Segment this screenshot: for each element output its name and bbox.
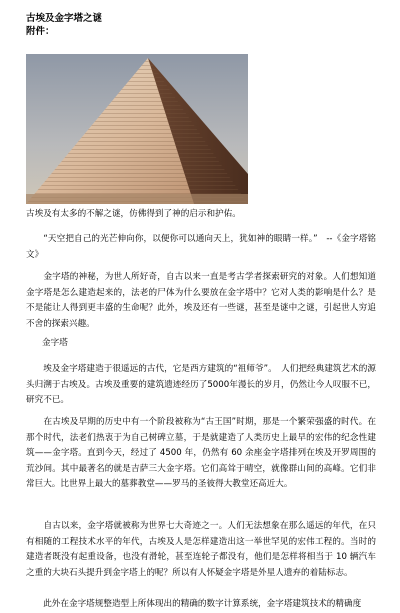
attachment-label: 附件： — [26, 26, 55, 37]
document-title: 古埃及金字塔之谜 — [26, 13, 103, 24]
body-paragraph-4: 此外在金字塔规整造型上所体现出的精确的数字计算系统，金字塔建筑技术的精确度 — [26, 599, 362, 609]
body-paragraph-3: 自古以来，金字塔就被称为世界七大奇迹之一。人们无法想象在那么遥远的年代，在只有相随的工程技术水平的年代，古埃及人是怎样建造出这一举世罕见的宏伟工程的。当时的建造者既没有起重设备，也没有滑轮，甚至连轮子都没有，他们是怎样将相当于 10 辆汽车之重的大块石头提升到金字塔上的呢？所以有人怀疑金字塔是外星人遗弃的着陆标志。 — [26, 521, 376, 578]
section-heading: 金字塔 — [42, 338, 68, 348]
body-paragraph-2: 在古埃及早期的历史中有一个阶段被称为“古王国”时期，那是一个繁荣强盛的时代。在那个时代，法老们热衷于为自己树碑立墓，于是就建造了人类历史上最早的宏伟的纪念性建筑——金字塔。直到今天，经过了 4500 年，仍然有 60 余座金字塔排列在埃及开罗周围的荒沙间。其中最著名的就是吉萨三大金字塔。它们高耸于晴空，就像群山间的高峰。它们非常巨大。比世界上最大的墓葬教堂——罗马的圣彼得大教堂还高近大。 — [26, 417, 376, 489]
pyramid-photo — [26, 54, 248, 204]
intro-paragraph: 金字塔的神秘，为世人所好奇，自古以来一直是考古学者探索研究的对象。人们想知道金字塔是怎么建造起来的，法老的尸体为什么要放在金字塔中？它对人类的影响是什么？是不是能让人得到更丰盛的生命呢？此外，埃及还有一些谜，甚至是谜中之谜，引起世人穷追不舍的探索兴趣。 — [26, 272, 376, 329]
pyramid-photo-image — [26, 54, 248, 204]
body-paragraph-1: 埃及金字塔建造于很遥远的古代，它是西方建筑的“祖师爷”。 人们把经典建筑艺术的源头归溯于古埃及。古埃及重要的建筑遗迹经历了5000年漫长的岁月，仍然让今人叹服不已，研究不已。 — [26, 364, 376, 405]
quote-paragraph: “天空把自己的光芒伸向你，以便你可以通向天上，犹如神的眼睛一样。” --《金字塔铭文》 — [26, 234, 376, 260]
photo-caption: 古埃及有太多的不解之谜，仿佛得到了神的启示和护佑。 — [26, 209, 241, 219]
